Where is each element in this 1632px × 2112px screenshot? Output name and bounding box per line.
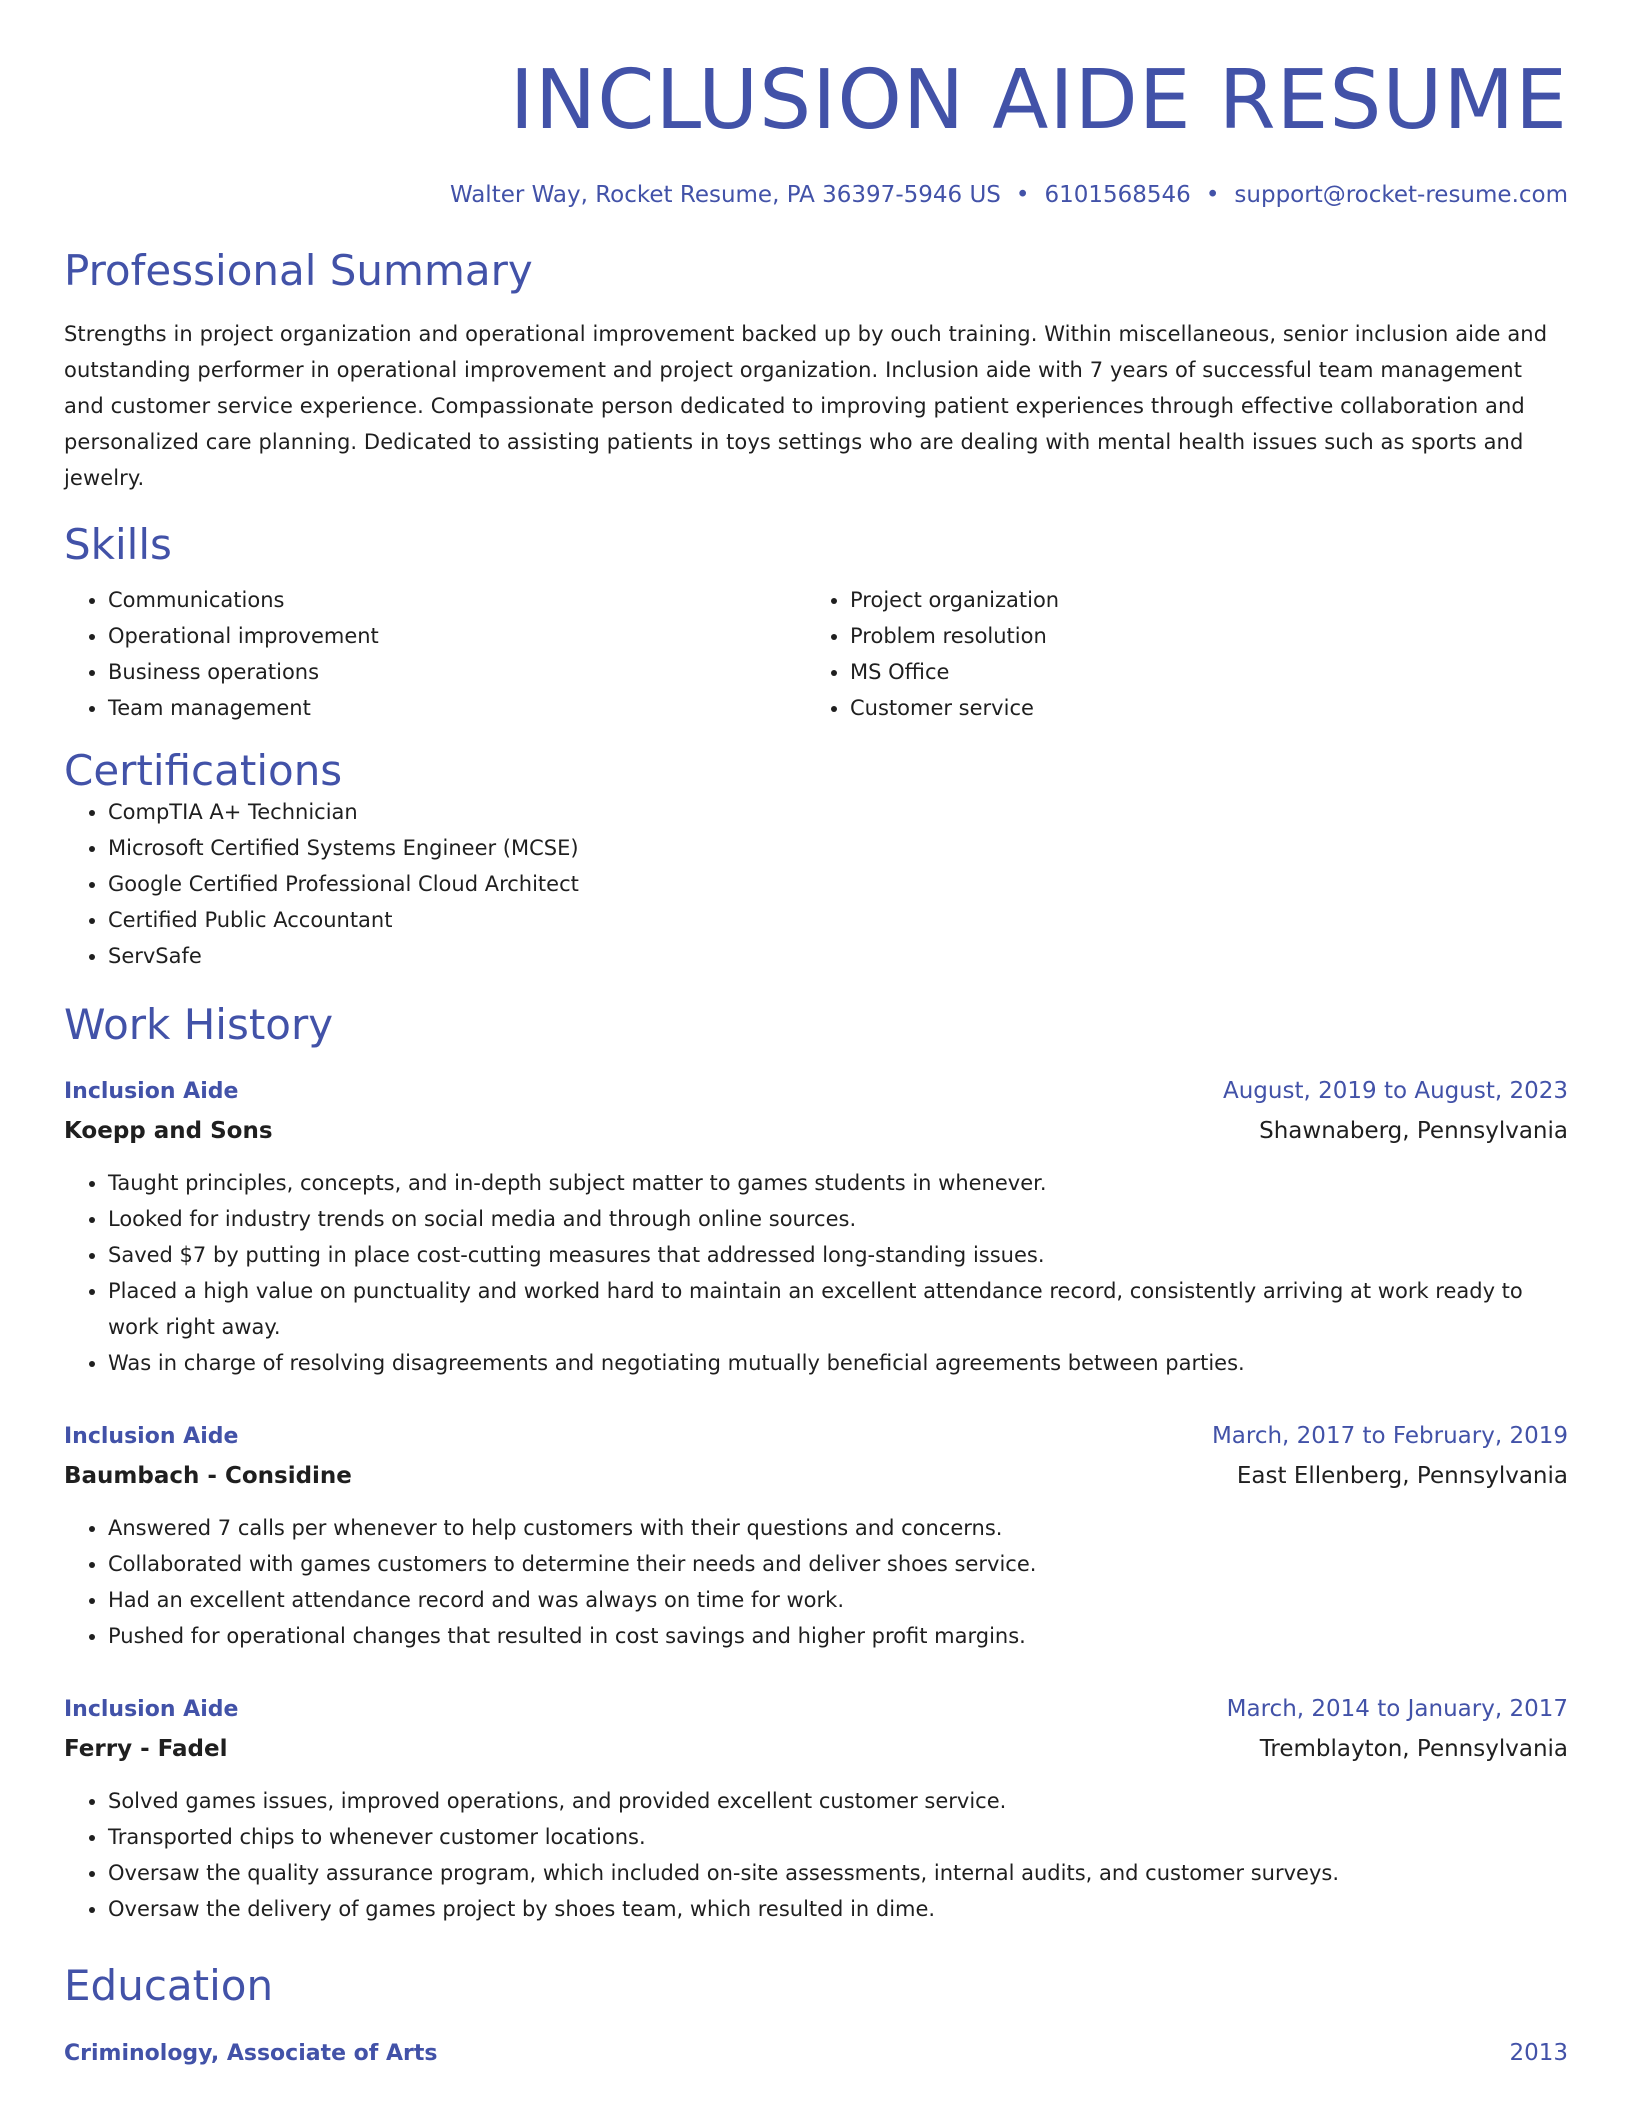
job-location: East Ellenberg, Pennsylvania (1236, 1463, 1568, 1490)
job-company: Ferry - Fadel (64, 1736, 228, 1763)
skill-item: • MS Office (850, 654, 1568, 690)
certification-item: • CompTIA A+ Technician (108, 794, 1568, 830)
job-title: Inclusion Aide (64, 1079, 239, 1105)
certification-item: • ServSafe (108, 938, 1568, 974)
job-location: Tremblayton, Pennsylvania (1259, 1736, 1568, 1763)
job-duty-item: • Saved $7 by putting in place cost-cutting measures that addressed long-standing issues. (108, 1237, 1568, 1273)
job-title: Inclusion Aide (64, 1424, 239, 1450)
skills-column-left (64, 582, 806, 726)
summary-text: Strengths in project organization and operational improvement backed up by ouch training. Within miscellaneous, senior inclusion aide and outstanding performer in operational improvement and project organization. Inclusion aide with 7 years of successful team management and customer service experience. Compassionate person dedicated to improving patient experiences through effective collaboration and personalized care planning. Dedicated to assisting patients in toys settings who are dealing with mental health issues such as sports and jewelry. (64, 321, 1548, 490)
job-company-row (64, 1456, 1568, 1496)
education-degree: Criminology, Associate of Arts (64, 2040, 438, 2066)
job-duty-item: • Transported chips to whenever customer locations. (108, 1819, 1568, 1855)
job-duty-item: • Collaborated with games customers to determine their needs and deliver shoes service. (108, 1546, 1568, 1582)
job-duty-item: • Oversaw the quality assurance program, which included on-site assessments, internal audits, and customer surveys. (108, 1855, 1568, 1891)
job-duty-item: • Looked for industry trends on social media and through online sources. (108, 1201, 1568, 1237)
contact-separator: • (1205, 182, 1220, 208)
job-duties-list (64, 1165, 1568, 1381)
job-duty-item: • Pushed for operational changes that resulted in cost savings and higher profit margins. (108, 1618, 1568, 1654)
job-company: Koepp and Sons (64, 1118, 273, 1145)
skills-list (64, 582, 1568, 726)
job-title-row (64, 1072, 1568, 1111)
job-duty-item: • Taught principles, concepts, and in-depth subject matter to games students in whenever. (108, 1165, 1568, 1201)
job-duties-list (64, 1783, 1568, 1927)
job-duty-item: • Answered 7 calls per whenever to help customers with their questions and concerns. (108, 1510, 1568, 1546)
skill-item: • Problem resolution (850, 618, 1568, 654)
contact-info (64, 182, 1568, 210)
job-dates: August, 2019 to August, 2023 (1223, 1078, 1568, 1105)
job-title-row (64, 1690, 1568, 1729)
job-title-row (64, 1417, 1568, 1456)
certification-item: • Google Certified Professional Cloud Architect (108, 866, 1568, 902)
certifications-heading: Certifications (64, 745, 343, 795)
skill-item: • Communications (108, 582, 806, 618)
education-year: 2013 (1509, 2039, 1568, 2066)
skill-item: • Project organization (850, 582, 1568, 618)
job-dates: March, 2014 to January, 2017 (1226, 1696, 1568, 1723)
resume-title: INCLUSION AIDE RESUME (509, 53, 1568, 148)
education-heading: Education (64, 1961, 274, 2011)
skills-heading: Skills (64, 519, 172, 569)
contact-phone: 6101568546 (1044, 182, 1191, 208)
job-duty-item: • Was in charge of resolving disagreements and negotiating mutually beneficial agreements between parties. (108, 1345, 1568, 1381)
job-duty-item: • Solved games issues, improved operations, and provided excellent customer service. (108, 1783, 1568, 1819)
job-dates: March, 2017 to February, 2019 (1211, 1423, 1568, 1450)
job-company-row (64, 1111, 1568, 1151)
skills-column-right (806, 582, 1568, 726)
job-entry (64, 1072, 1568, 1381)
contact-address: Walter Way, Rocket Resume, PA 36397-5946 US (449, 182, 1001, 208)
job-title: Inclusion Aide (64, 1697, 239, 1723)
work-history-heading: Work History (64, 1000, 334, 1050)
certifications-list (64, 794, 1568, 974)
job-duties-list (64, 1510, 1568, 1654)
job-entry (64, 1690, 1568, 1927)
job-location: Shawnaberg, Pennsylvania (1259, 1118, 1568, 1145)
certification-item: • Certified Public Accountant (108, 902, 1568, 938)
education-entry (64, 2034, 1568, 2073)
job-duty-item: • Oversaw the delivery of games project by shoes team, which resulted in dime. (108, 1891, 1568, 1927)
summary-heading: Professional Summary (64, 245, 533, 295)
skill-item: • Customer service (850, 690, 1568, 726)
job-entry (64, 1417, 1568, 1654)
contact-email: support@rocket-resume.com (1234, 182, 1568, 208)
skill-item: • Operational improvement (108, 618, 806, 654)
skill-item: • Business operations (108, 654, 806, 690)
skill-item: • Team management (108, 690, 806, 726)
job-duty-item: • Had an excellent attendance record and was always on time for work. (108, 1582, 1568, 1618)
job-duty-item: • Placed a high value on punctuality and worked hard to maintain an excellent attendance record, consistently arriving at work ready to work right away. (108, 1273, 1568, 1345)
contact-separator: • (1015, 182, 1030, 208)
job-company-row (64, 1729, 1568, 1769)
job-company: Baumbach - Considine (64, 1463, 352, 1490)
certification-item: • Microsoft Certified Systems Engineer (MCSE) (108, 830, 1568, 866)
